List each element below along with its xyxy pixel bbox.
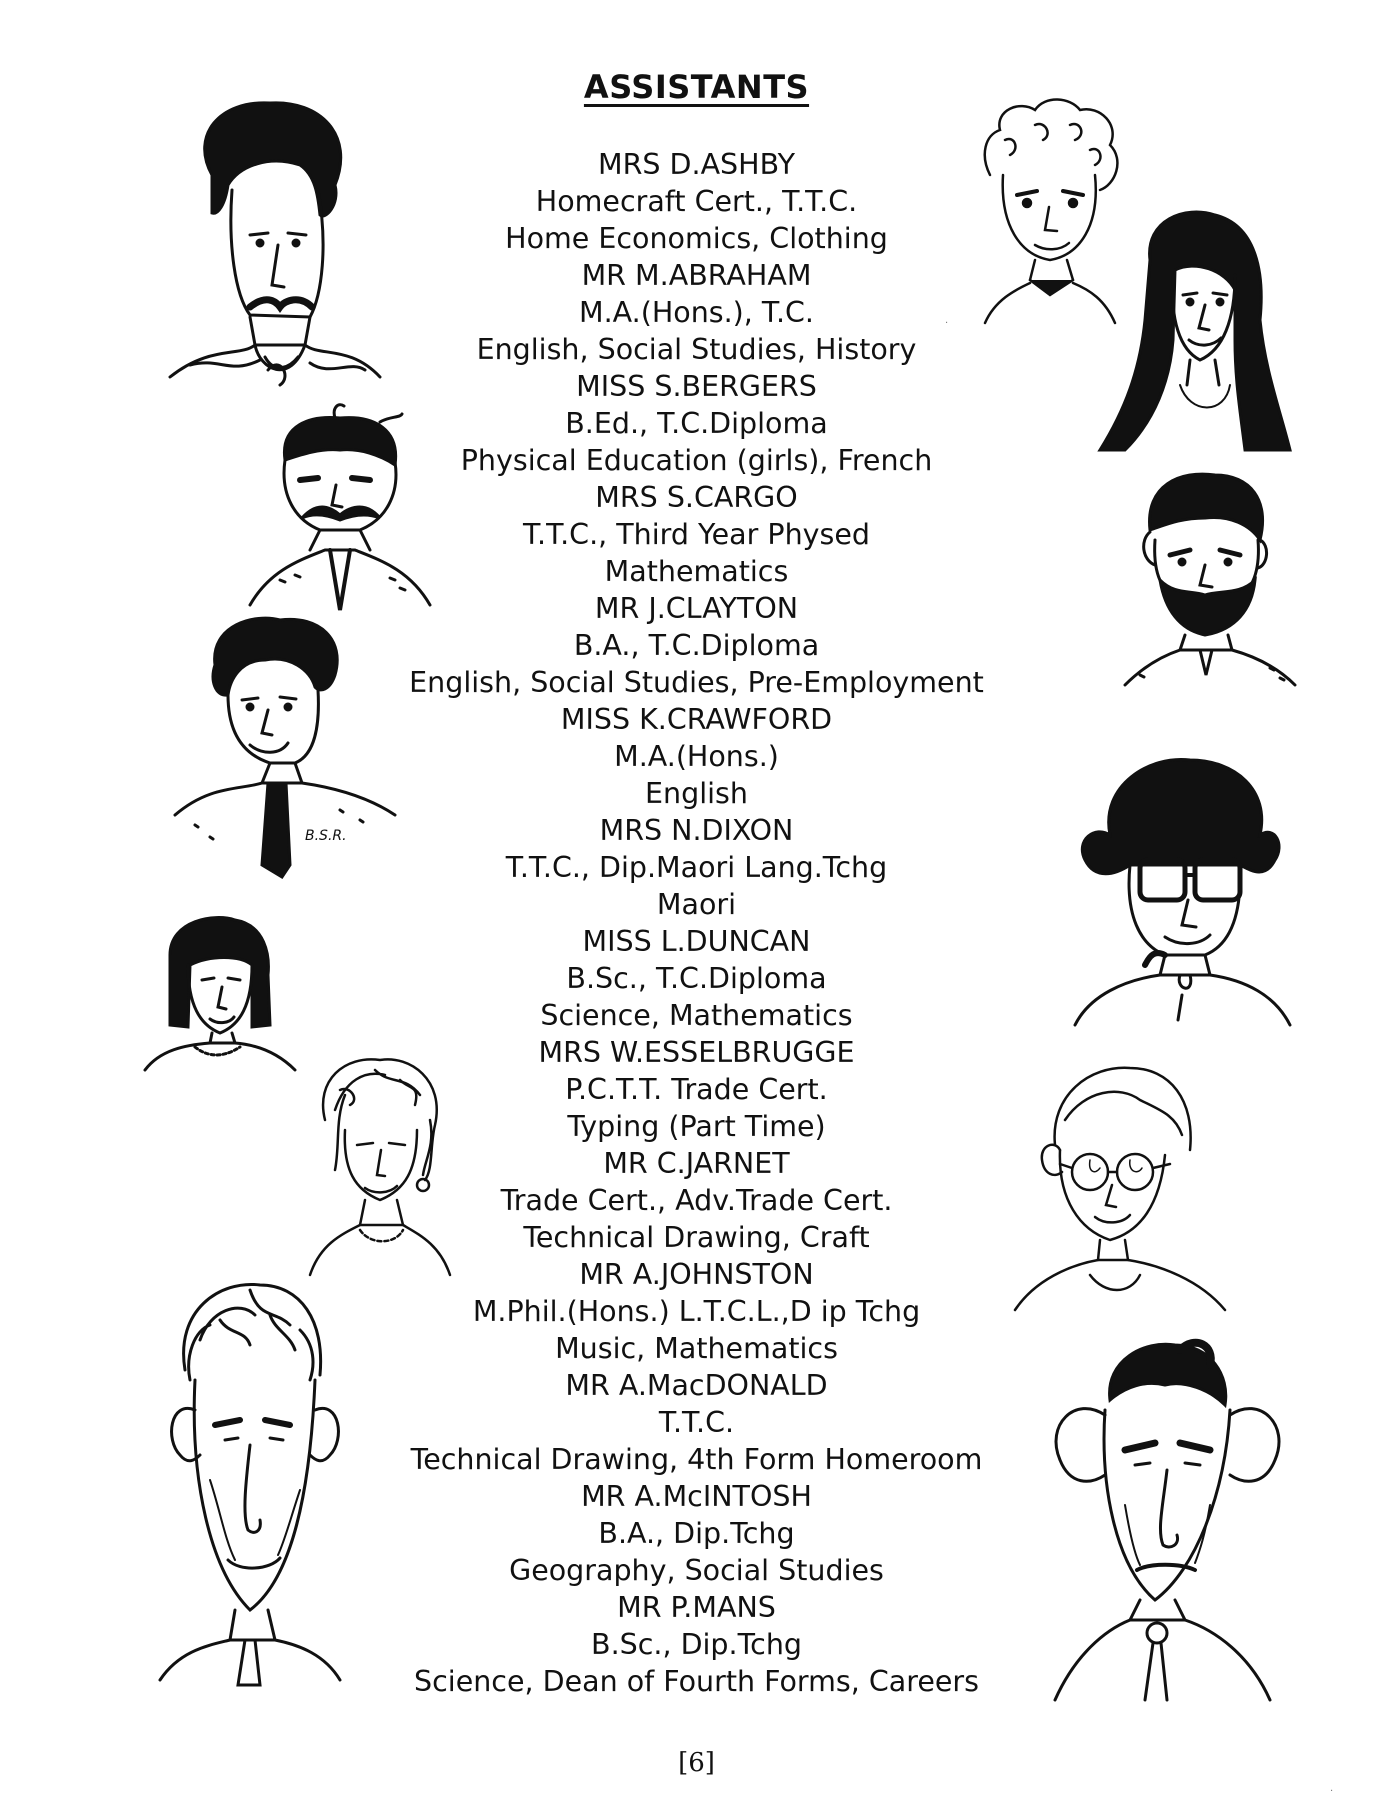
artist-signature: B.S.R.	[305, 828, 347, 844]
caricature-long-face	[150, 1280, 350, 1690]
staff-qualifications: M.Phil.(Hons.) L.T.C.L.,D ip Tchg	[472, 1295, 921, 1328]
staff-subjects: Technical Drawing, Craft	[523, 1221, 870, 1254]
staff-name: MISS S.BERGERS	[576, 370, 817, 403]
staff-qualifications: T.T.C.	[658, 1406, 735, 1439]
staff-name: MR A.McINTOSH	[581, 1480, 812, 1513]
staff-subjects: English, Social Studies, History	[476, 333, 917, 366]
staff-subjects: Mathematics	[604, 555, 789, 588]
staff-name: MR J.CLAYTON	[594, 592, 799, 625]
caricature-big-ears	[1045, 1335, 1290, 1705]
staff-name: MRS W.ESSELBRUGGE	[538, 1036, 855, 1069]
caricature-swept-hair	[305, 1050, 455, 1280]
staff-subjects: Home Economics, Clothing	[505, 222, 888, 255]
caricature-big-glasses	[1070, 755, 1295, 1030]
staff-name: MRS N.DIXON	[599, 814, 794, 847]
staff-name: MISS L.DUNCAN	[582, 925, 811, 958]
page-number: [6]	[678, 1748, 715, 1778]
staff-subjects: Physical Education (girls), French	[460, 444, 933, 477]
staff-qualifications: Homecraft Cert., T.T.C.	[535, 185, 858, 218]
caricature-bearded-man	[1120, 470, 1300, 690]
caricature-bushy-hair-moustache	[150, 95, 390, 395]
staff-subjects: Typing (Part Time)	[567, 1110, 826, 1143]
caricature-bowl-hair-tie	[170, 615, 400, 880]
staff-name: MR P.MANS	[617, 1591, 776, 1624]
staff-name: MR A.MacDONALD	[565, 1369, 828, 1402]
staff-subjects: Technical Drawing, 4th Form Homeroom	[410, 1443, 983, 1476]
staff-qualifications: B.A., Dip.Tchg	[598, 1517, 795, 1550]
staff-qualifications: B.Sc., Dip.Tchg	[591, 1628, 802, 1661]
staff-name: MRS D.ASHBY	[598, 148, 795, 181]
staff-name: MISS K.CRAWFORD	[560, 703, 833, 736]
caricature-glasses-light-hair	[1010, 1060, 1230, 1315]
staff-subjects: English	[645, 777, 748, 810]
scan-speck: ·	[1330, 1786, 1334, 1797]
staff-qualifications: B.A., T.C.Diploma	[573, 629, 820, 662]
staff-qualifications: T.T.C., Third Year Physed	[523, 518, 870, 551]
staff-subjects: Maori	[656, 888, 737, 921]
scan-speck: ·	[945, 318, 949, 329]
staff-qualifications: B.Ed., T.C.Diploma	[565, 407, 828, 440]
staff-qualifications: Trade Cert., Adv.Trade Cert.	[500, 1184, 893, 1217]
page-title-text: ASSISTANTS	[583, 68, 810, 106]
staff-subjects: Science, Mathematics	[540, 999, 853, 1032]
staff-qualifications: T.T.C., Dip.Maori Lang.Tchg	[505, 851, 888, 884]
staff-qualifications: M.A.(Hons.), T.C.	[579, 296, 814, 329]
staff-subjects: Geography, Social Studies	[509, 1554, 884, 1587]
staff-qualifications: P.C.T.T. Trade Cert.	[565, 1073, 828, 1106]
staff-name: MR A.JOHNSTON	[579, 1258, 814, 1291]
staff-name: MR C.JARNET	[603, 1147, 790, 1180]
caricature-big-moustache	[240, 400, 440, 615]
staff-qualifications: M.A.(Hons.)	[614, 740, 779, 773]
staff-name: MR M.ABRAHAM	[581, 259, 812, 292]
caricature-dark-bob	[140, 915, 300, 1075]
staff-subjects: Science, Dean of Fourth Forms, Careers	[414, 1665, 979, 1698]
caricature-long-dark-hair	[1095, 210, 1295, 460]
staff-subjects: Music, Mathematics	[555, 1332, 838, 1365]
staff-name: MRS S.CARGO	[595, 481, 798, 514]
staff-subjects: English, Social Studies, Pre-Employment	[409, 666, 984, 699]
staff-qualifications: B.Sc., T.C.Diploma	[566, 962, 827, 995]
